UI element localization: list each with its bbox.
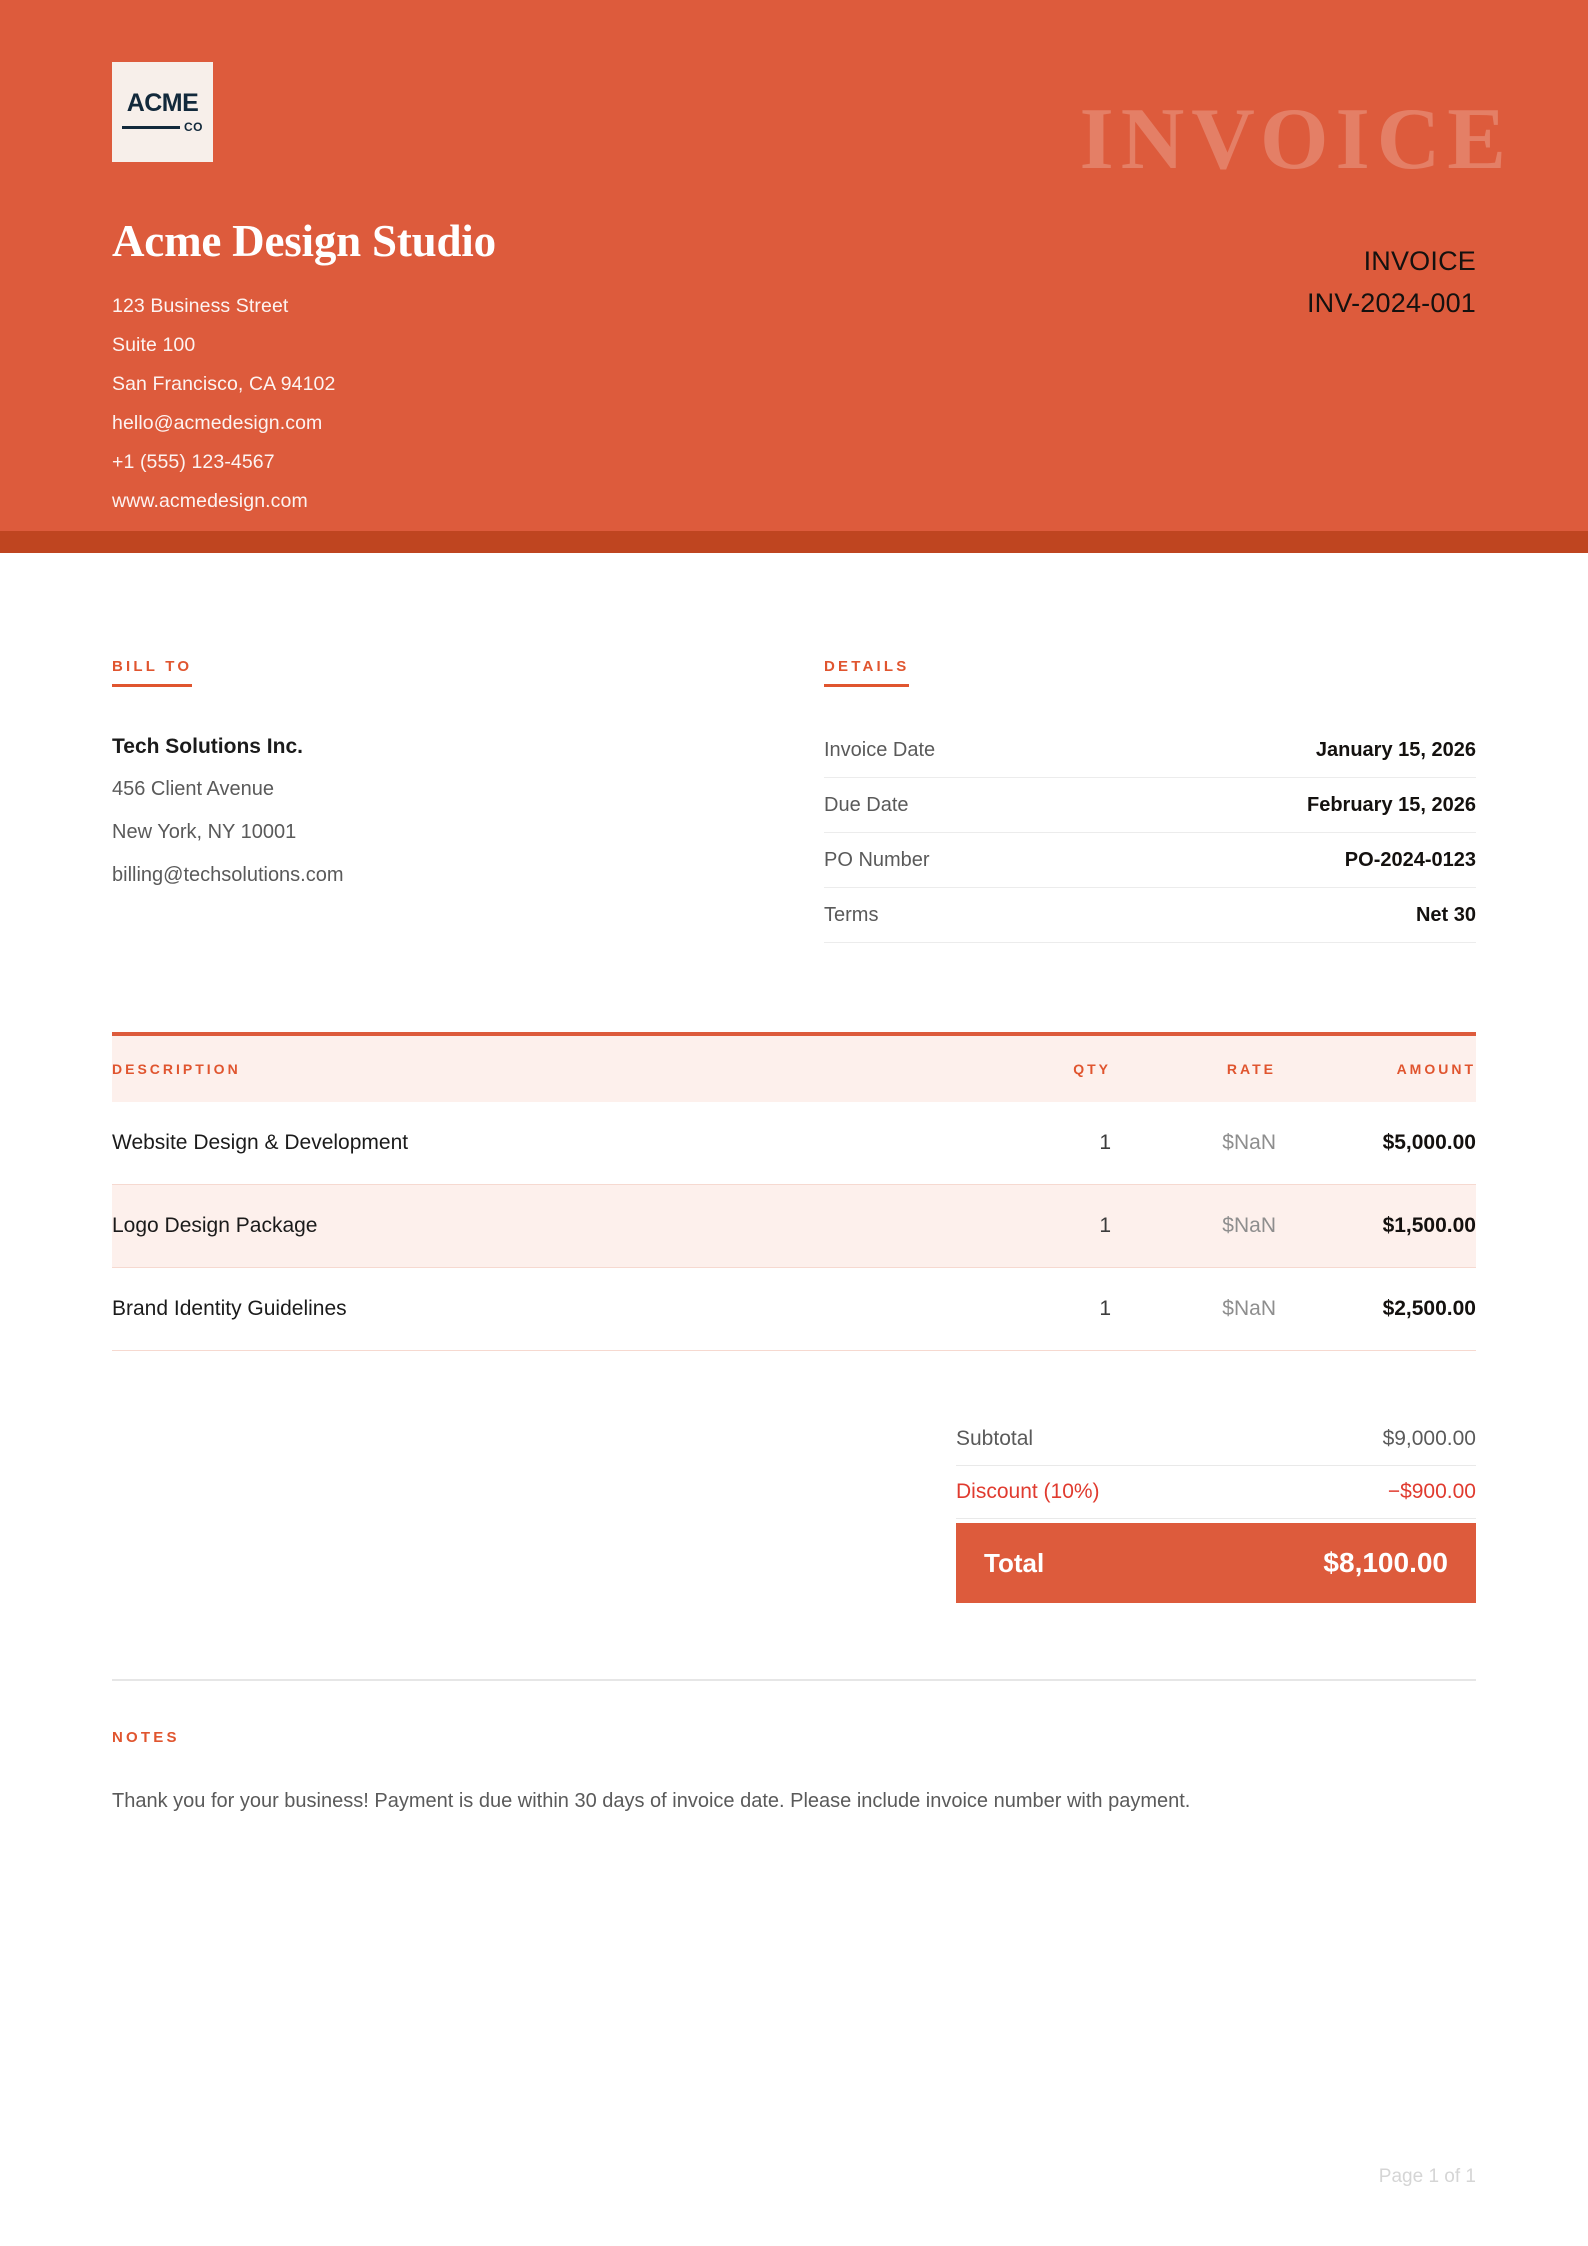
line-items-header-row <box>112 1034 1476 1102</box>
logo-subtext: CO <box>184 120 203 134</box>
column-header-qty: QTY <box>961 1034 1111 1102</box>
table-row <box>112 1102 1476 1185</box>
discount-row <box>956 1466 1476 1519</box>
line-items-table <box>112 1032 1476 1351</box>
subtotal-value: $9,000.00 <box>1382 1427 1476 1450</box>
discount-label: Discount (10%) <box>956 1480 1100 1503</box>
bill-to-section <box>112 658 824 943</box>
logo-wordmark: ACME <box>126 89 199 117</box>
details-row <box>824 833 1476 888</box>
details-value: February 15, 2026 <box>1083 778 1476 833</box>
item-qty: 1 <box>1099 1131 1111 1154</box>
subtotal-label: Subtotal <box>956 1427 1034 1450</box>
client-email[interactable]: billing@techsolutions.com <box>112 864 344 886</box>
details-key: Invoice Date <box>824 723 1083 778</box>
item-description: Brand Identity Guidelines <box>112 1297 347 1320</box>
invoice-id-block <box>1307 240 1476 324</box>
grand-total-value: $8,100.00 <box>1323 1547 1448 1578</box>
line-items-header <box>112 1034 1476 1102</box>
details-key: PO Number <box>824 833 1083 888</box>
details-value: PO-2024-0123 <box>1083 833 1476 888</box>
item-rate: $NaN <box>1222 1297 1276 1320</box>
item-rate: $NaN <box>1222 1214 1276 1237</box>
details-key: Due Date <box>824 778 1083 833</box>
details-key: Terms <box>824 888 1083 943</box>
invoice-label: INVOICE <box>1363 246 1476 276</box>
totals-box <box>956 1413 1476 1603</box>
company-phone[interactable]: +1 (555) 123-4567 <box>112 451 275 473</box>
details-label: DETAILS <box>824 658 909 687</box>
subtotal-row <box>956 1413 1476 1466</box>
bill-to-label: BILL TO <box>112 658 192 687</box>
notes-label: NOTES <box>112 1729 180 1746</box>
item-amount: $5,000.00 <box>1382 1131 1476 1154</box>
details-row <box>824 723 1476 778</box>
client-name: Tech Solutions Inc. <box>112 735 303 758</box>
invoice-watermark: INVOICE <box>1079 91 1513 188</box>
company-address-line: Suite 100 <box>112 334 196 356</box>
item-rate: $NaN <box>1222 1131 1276 1154</box>
company-name: Acme Design Studio <box>112 216 496 266</box>
item-description: Logo Design Package <box>112 1214 318 1237</box>
notes-divider <box>112 1679 1476 1681</box>
meta-row <box>112 658 1476 943</box>
invoice-header-band <box>0 0 1588 553</box>
page-footer: Page 1 of 1 <box>1378 2166 1476 2187</box>
company-address-line: San Francisco, CA 94102 <box>112 373 336 395</box>
column-header-amount: AMOUNT <box>1276 1034 1476 1102</box>
item-qty: 1 <box>1099 1297 1111 1320</box>
details-section <box>824 658 1476 943</box>
acme-logo-icon <box>112 62 213 162</box>
discount-value: −$900.00 <box>1387 1480 1476 1503</box>
details-row <box>824 778 1476 833</box>
company-contact-block <box>112 287 1476 521</box>
item-qty: 1 <box>1099 1214 1111 1237</box>
column-header-rate: RATE <box>1111 1034 1276 1102</box>
logo-divider-rule <box>122 126 180 129</box>
client-address-line: 456 Client Avenue <box>112 778 274 800</box>
details-value: January 15, 2026 <box>1083 723 1476 778</box>
notes-body: Thank you for your business! Payment is due within 30 days of invoice date. Please include invoice number with payment. <box>112 1790 1191 1812</box>
item-description: Website Design & Development <box>112 1131 409 1154</box>
table-row <box>112 1268 1476 1351</box>
totals-wrap <box>112 1413 1476 1603</box>
logo-rule-row <box>122 121 203 133</box>
details-table <box>824 723 1476 943</box>
invoice-number: INV-2024-001 <box>1306 288 1476 318</box>
grand-total-label: Total <box>984 1547 1045 1578</box>
client-address-line: New York, NY 10001 <box>112 821 297 843</box>
column-header-description: DESCRIPTION <box>112 1034 961 1102</box>
details-value: Net 30 <box>1083 888 1476 943</box>
company-email[interactable]: hello@acmedesign.com <box>112 412 323 434</box>
company-website[interactable]: www.acmedesign.com <box>112 490 308 512</box>
item-amount: $1,500.00 <box>1382 1214 1476 1237</box>
grand-total-row <box>956 1523 1476 1603</box>
header-accent-stripe <box>0 531 1588 553</box>
item-amount: $2,500.00 <box>1382 1297 1476 1320</box>
line-items-body <box>112 1102 1476 1351</box>
table-row <box>112 1185 1476 1268</box>
company-address-line: 123 Business Street <box>112 295 289 317</box>
invoice-body <box>0 658 1588 1822</box>
details-row <box>824 888 1476 943</box>
